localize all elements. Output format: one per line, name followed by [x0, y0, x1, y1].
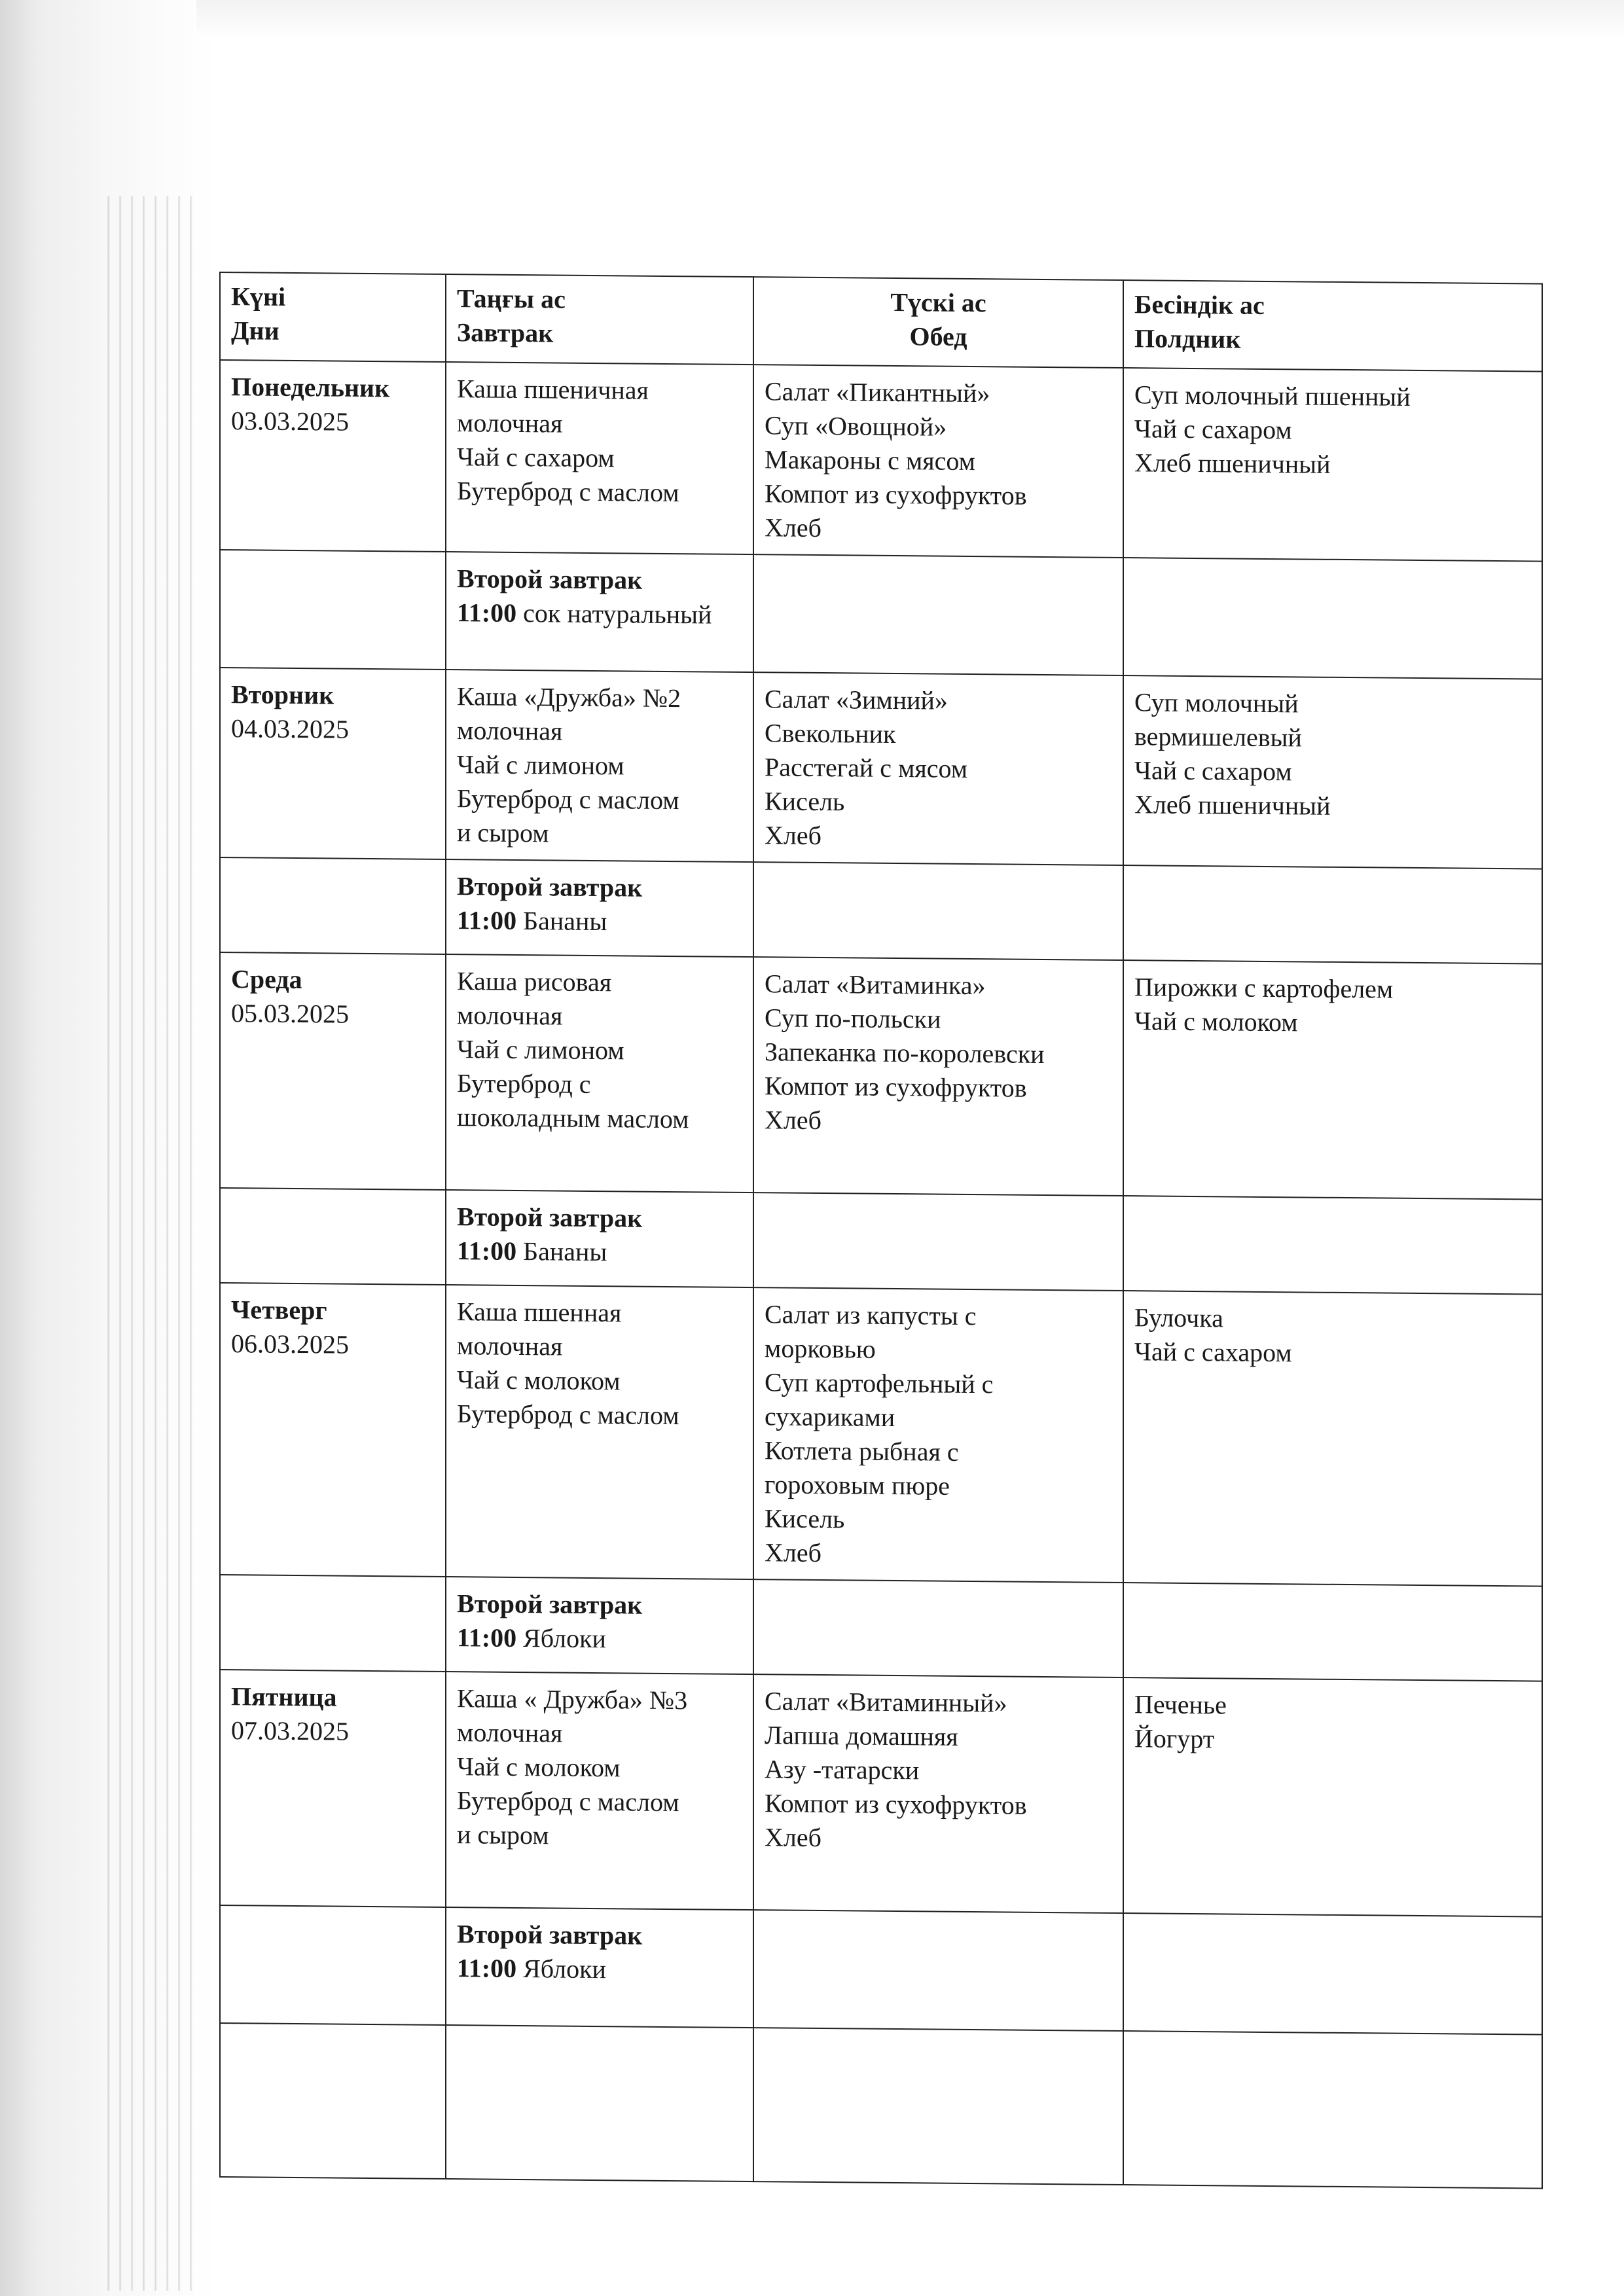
- snack-item: Чай с молоком: [1134, 1006, 1298, 1037]
- day-date: 03.03.2025: [231, 406, 349, 437]
- day-name: Понедельник: [231, 372, 390, 403]
- day-date: 04.03.2025: [231, 713, 349, 744]
- snack-item: Чай с сахаром: [1134, 414, 1292, 445]
- second-breakfast-item: Бананы: [516, 1236, 607, 1267]
- lunch-item: Компот из сухофруктов: [765, 478, 1027, 511]
- lunch-item: Хлеб: [765, 1537, 821, 1568]
- second-breakfast-time: 11:00: [457, 905, 517, 935]
- second-breakfast-time: 11:00: [457, 1236, 517, 1266]
- lunch-item: Азу -татарски: [765, 1754, 920, 1785]
- day-row: [220, 1283, 1542, 1587]
- second-breakfast-item: Яблоки: [516, 1953, 606, 1984]
- empty-cell: [753, 862, 1123, 960]
- snack-item: Пирожки с картофелем: [1134, 972, 1394, 1004]
- day-row: [220, 1670, 1542, 1917]
- breakfast-item: Чай с лимоном: [457, 749, 624, 781]
- breakfast-item: Бутерброд с: [457, 1068, 591, 1099]
- lunch-item: Салат «Витаминка»: [765, 969, 986, 1001]
- day-date: 06.03.2025: [231, 1329, 349, 1359]
- breakfast-item: Каша « Дружба» №3: [457, 1683, 688, 1715]
- second-breakfast-line: [457, 1234, 742, 1270]
- header-day: [220, 272, 446, 362]
- lunch-item: Хлеб: [765, 512, 821, 543]
- breakfast-item: молочная: [457, 1331, 563, 1361]
- snack-item: Чай с сахаром: [1134, 755, 1292, 787]
- day-row: [220, 952, 1542, 1200]
- breakfast-item: Каша пшенная: [457, 1297, 622, 1328]
- breakfast-item: Бутерброд с маслом: [457, 1785, 679, 1818]
- header-breakfast-kz: Таңғы ас: [457, 283, 566, 314]
- snack-item: Хлеб пшеничный: [1134, 448, 1331, 479]
- breakfast-cell: [446, 1285, 753, 1579]
- lunch-cell: [753, 1674, 1123, 1913]
- lunch-cell: [753, 365, 1123, 558]
- second-breakfast-row: [220, 857, 1542, 964]
- lunch-item: Компот из сухофруктов: [765, 1071, 1027, 1103]
- empty-cell: [1123, 1196, 1542, 1295]
- second-breakfast-label: Второй завтрак: [457, 871, 643, 903]
- header-lunch-ru: Обед: [909, 321, 967, 351]
- page-edge: [196, 0, 1624, 39]
- snack-item: Суп молочный пшенный: [1134, 380, 1411, 412]
- second-breakfast-time: 11:00: [457, 1623, 517, 1653]
- lunch-item: гороховым пюре: [765, 1469, 950, 1501]
- second-breakfast-cell: [446, 1907, 753, 2028]
- breakfast-cell: [446, 362, 753, 554]
- day-name: Вторник: [231, 679, 334, 710]
- second-breakfast-label: Второй завтрак: [457, 564, 643, 595]
- second-breakfast-label: Второй завтрак: [457, 1919, 643, 1950]
- lunch-item: Компот из сухофруктов: [765, 1788, 1027, 1820]
- second-breakfast-label: Второй завтрак: [457, 1588, 643, 1620]
- lunch-item: Хлеб: [765, 1105, 821, 1136]
- breakfast-item: Бутерброд с маслом: [457, 1399, 679, 1431]
- breakfast-item: Чай с молоком: [457, 1365, 621, 1396]
- second-breakfast-row: [220, 1575, 1542, 1681]
- lunch-item: Суп «Овощной»: [765, 410, 947, 442]
- day-cell: [220, 360, 446, 552]
- empty-cell: [753, 554, 1123, 675]
- empty-cell: [220, 857, 446, 954]
- day-cell: [220, 1283, 446, 1577]
- snack-item: Йогурт: [1134, 1723, 1215, 1754]
- header-lunch: [753, 277, 1123, 368]
- empty-cell: [1123, 558, 1542, 679]
- lunch-item: Макароны с мясом: [765, 444, 975, 476]
- snack-cell: [1123, 1291, 1542, 1587]
- second-breakfast-cell: [446, 1577, 753, 1674]
- snack-cell: [1123, 1677, 1542, 1917]
- second-breakfast-line: [457, 1621, 742, 1657]
- breakfast-item: Каша пшеничная: [457, 374, 649, 405]
- empty-cell: [220, 1905, 446, 2025]
- breakfast-item: Бутерброд с маслом: [457, 783, 679, 816]
- lunch-cell: [753, 957, 1123, 1196]
- breakfast-item: и сыром: [457, 1820, 549, 1850]
- day-row: [220, 360, 1542, 562]
- snack-item: Печенье: [1134, 1689, 1227, 1720]
- snack-item: Булочка: [1134, 1302, 1223, 1333]
- lunch-cell: [753, 1287, 1123, 1583]
- lunch-item: Свекольник: [765, 718, 896, 749]
- day-row: [220, 668, 1542, 869]
- second-breakfast-cell: [446, 1190, 753, 1287]
- empty-row: [220, 2023, 1542, 2189]
- breakfast-item: Чай с сахаром: [457, 442, 615, 473]
- breakfast-item: молочная: [457, 408, 563, 439]
- breakfast-item: шоколадным маслом: [457, 1102, 689, 1134]
- lunch-item: Хлеб: [765, 1822, 821, 1853]
- breakfast-cell: [446, 954, 753, 1193]
- second-breakfast-time: 11:00: [457, 1953, 517, 1983]
- snack-cell: [1123, 960, 1542, 1200]
- snack-item: Суп молочный: [1134, 687, 1299, 719]
- snack-cell: [1123, 368, 1542, 562]
- lunch-item: Суп картофельный с: [765, 1367, 994, 1399]
- second-breakfast-row: [220, 550, 1542, 679]
- snack-item: Хлеб пшеничный: [1134, 789, 1331, 821]
- day-cell: [220, 1670, 446, 1907]
- breakfast-item: молочная: [457, 715, 563, 746]
- lunch-item: Салат «Пикантный»: [765, 376, 990, 408]
- lunch-item: Салат «Зимний»: [765, 684, 948, 715]
- second-breakfast-row: [220, 1188, 1542, 1295]
- empty-cell: [1123, 1583, 1542, 1681]
- header-row: [220, 272, 1542, 372]
- lunch-cell: [753, 672, 1123, 865]
- empty-cell: [1123, 2031, 1542, 2189]
- lunch-item: Суп по-польски: [765, 1003, 941, 1034]
- lunch-item: Кисель: [765, 1503, 845, 1534]
- snack-cell: [1123, 675, 1542, 869]
- empty-cell: [220, 1575, 446, 1672]
- day-date: 05.03.2025: [231, 998, 349, 1029]
- empty-cell: [753, 2028, 1123, 2185]
- breakfast-item: Чай с лимоном: [457, 1034, 624, 1066]
- lunch-item: Салат «Витаминный»: [765, 1686, 1007, 1718]
- breakfast-cell: [446, 1672, 753, 1910]
- header-snack-ru: Полдник: [1134, 323, 1241, 354]
- snack-item: Чай с сахаром: [1134, 1336, 1292, 1368]
- second-breakfast-item: сок натуральный: [516, 598, 712, 630]
- empty-cell: [220, 1188, 446, 1285]
- menu-table: [219, 272, 1543, 2189]
- breakfast-item: Каша рисовая: [457, 966, 612, 997]
- header-day-kz: Күні: [231, 281, 286, 312]
- scan-streaks: [98, 196, 196, 2291]
- header-breakfast-ru: Завтрак: [457, 317, 554, 348]
- header-lunch-kz: Түскі ас: [890, 287, 986, 318]
- lunch-item: Котлета рыбная с: [765, 1435, 959, 1467]
- lunch-item: сухариками: [765, 1401, 895, 1433]
- day-name: Среда: [231, 964, 302, 995]
- breakfast-item: Бутерброд с маслом: [457, 476, 679, 508]
- lunch-item: Лапша домашняя: [765, 1720, 958, 1751]
- lunch-item: Кисель: [765, 786, 845, 817]
- second-breakfast-cell: [446, 859, 753, 957]
- second-breakfast-item: Бананы: [516, 905, 607, 937]
- menu-body: [220, 272, 1542, 2189]
- day-cell: [220, 952, 446, 1190]
- header-breakfast: [446, 274, 753, 365]
- second-breakfast-row: [220, 1905, 1542, 2035]
- header-snack-kz: Бесіндік ас: [1134, 289, 1265, 320]
- lunch-item: Салат из капусты с: [765, 1299, 977, 1331]
- lunch-item: Расстегай с мясом: [765, 752, 968, 783]
- snack-item: вермишелевый: [1134, 721, 1302, 753]
- breakfast-item: и сыром: [457, 817, 549, 848]
- second-breakfast-line: [457, 903, 742, 940]
- second-breakfast-line: [457, 1951, 742, 1988]
- day-cell: [220, 668, 446, 859]
- empty-cell: [446, 2025, 753, 2181]
- header-day-ru: Дни: [231, 315, 280, 346]
- empty-cell: [753, 1910, 1123, 2031]
- empty-cell: [1123, 1913, 1542, 2035]
- lunch-item: морковью: [765, 1333, 876, 1364]
- breakfast-item: молочная: [457, 1717, 563, 1748]
- empty-cell: [220, 550, 446, 670]
- header-snack: [1123, 280, 1542, 372]
- breakfast-item: молочная: [457, 1000, 563, 1031]
- breakfast-item: Чай с молоком: [457, 1751, 621, 1783]
- breakfast-item: Каша «Дружба» №2: [457, 681, 681, 713]
- second-breakfast-cell: [446, 552, 753, 672]
- day-date: 07.03.2025: [231, 1715, 349, 1746]
- second-breakfast-label: Второй завтрак: [457, 1202, 643, 1233]
- second-breakfast-item: Яблоки: [516, 1623, 606, 1654]
- day-name: Четверг: [231, 1295, 327, 1325]
- day-name: Пятница: [231, 1681, 337, 1712]
- empty-cell: [753, 1579, 1123, 1677]
- lunch-item: Хлеб: [765, 820, 821, 851]
- empty-cell: [1123, 865, 1542, 964]
- empty-cell: [220, 2023, 446, 2179]
- lunch-item: Запеканка по-королевски: [765, 1037, 1045, 1069]
- breakfast-cell: [446, 670, 753, 862]
- second-breakfast-time: 11:00: [457, 598, 517, 628]
- second-breakfast-line: [457, 596, 742, 632]
- empty-cell: [753, 1193, 1123, 1291]
